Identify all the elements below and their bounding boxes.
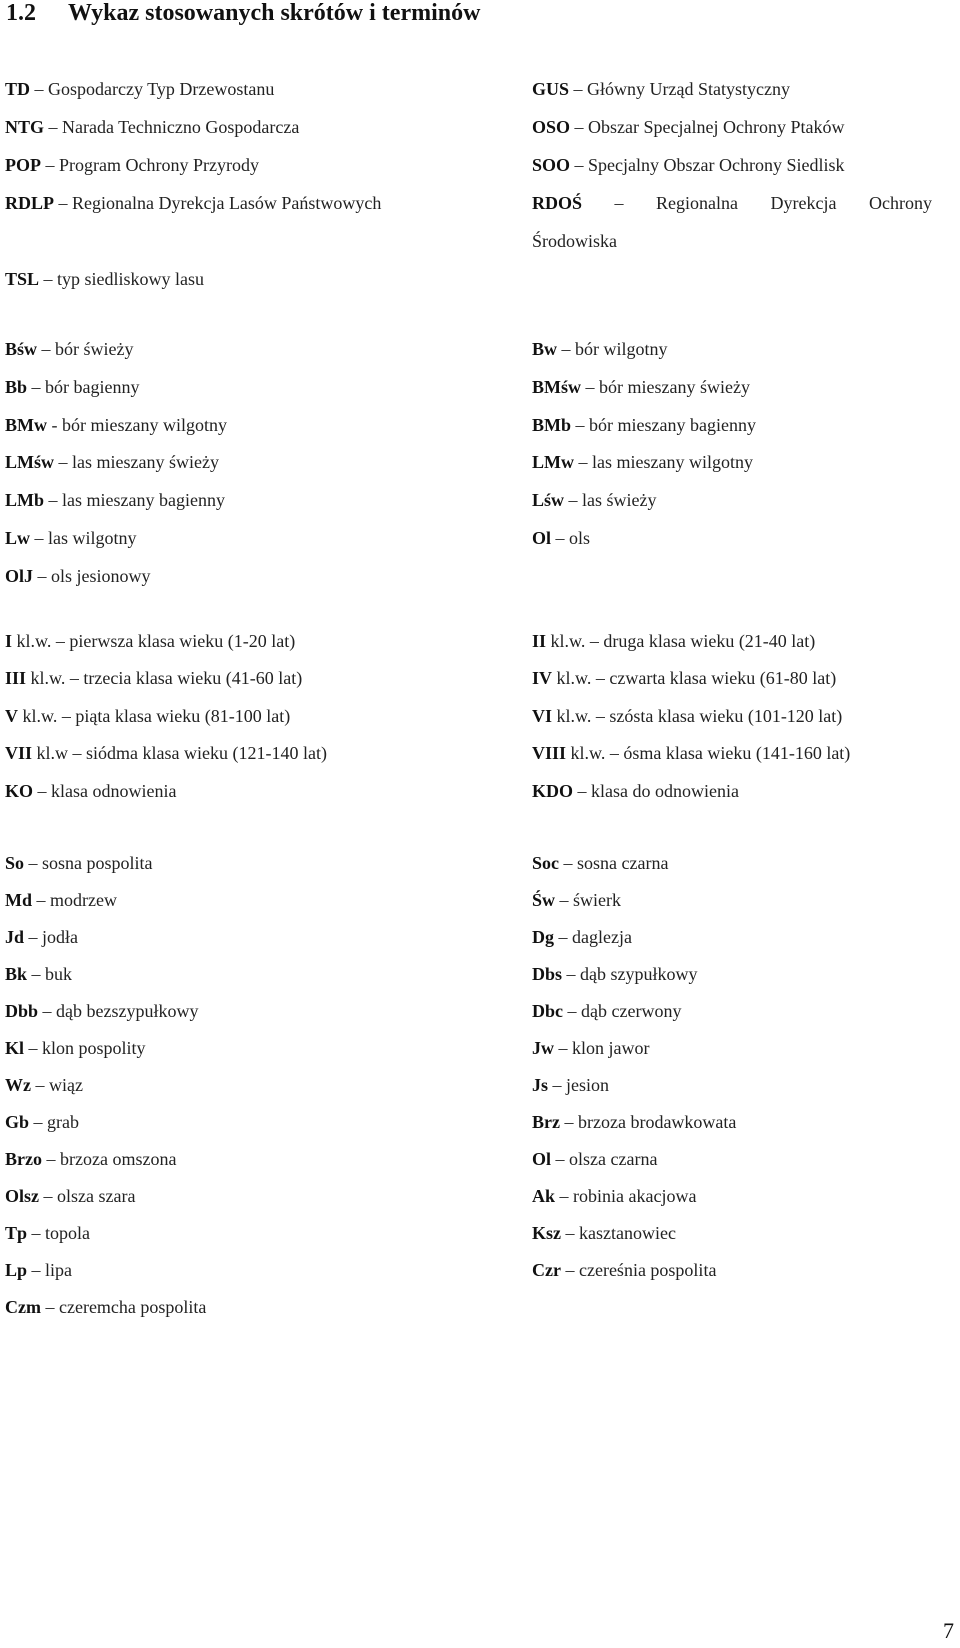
term-definition: kasztanowiec xyxy=(579,1223,676,1243)
abbreviation: Bb xyxy=(5,376,28,397)
species-entry xyxy=(5,1222,90,1244)
term-definition: bór bagienny xyxy=(45,376,140,397)
species-entry xyxy=(532,1259,716,1281)
habitats-entry xyxy=(532,338,668,360)
term-definition: Główny Urząd Statystyczny xyxy=(587,79,790,99)
separator-dash: – xyxy=(559,890,569,910)
abbreviation-suffix: kl.w. xyxy=(16,631,52,651)
age_classes-entry xyxy=(5,780,176,802)
term-definition: jesion xyxy=(566,1075,610,1095)
term-definition: klon jawor xyxy=(572,1038,650,1058)
species-entry xyxy=(5,963,72,985)
species-entry xyxy=(532,1000,681,1022)
abbreviation-suffix: kl.w. xyxy=(22,705,58,726)
term-definition: bór świeży xyxy=(55,339,134,359)
separator-dash: – xyxy=(577,780,587,801)
separator-dash: – xyxy=(614,193,624,213)
separator-dash: – xyxy=(28,1038,38,1058)
term-definition: typ siedliskowy lasu xyxy=(57,269,205,289)
separator-dash: - xyxy=(51,414,58,435)
separator-dash: – xyxy=(567,1001,577,1021)
species-entry xyxy=(532,1074,609,1096)
abbreviation: III xyxy=(5,668,27,689)
abbreviation: Czr xyxy=(532,1260,561,1280)
species-entry xyxy=(5,1000,199,1022)
species-entry xyxy=(5,1074,83,1096)
age_classes-entry xyxy=(5,630,295,652)
term-definition: robinia akacjowa xyxy=(573,1186,697,1206)
species-entry xyxy=(5,1111,79,1133)
abbreviation: TD xyxy=(5,79,31,99)
term-definition: piąta klasa wieku (81-100 lat) xyxy=(75,705,291,726)
separator-dash: – xyxy=(555,528,565,548)
abbreviation: Lw xyxy=(5,528,31,548)
abbreviation: II xyxy=(532,631,547,651)
abbreviation: Dbc xyxy=(532,1001,563,1021)
habitats-entry xyxy=(532,489,657,511)
age_classes-entry xyxy=(5,667,302,689)
term-definition: bór mieszany bagienny xyxy=(589,414,756,435)
abbreviation: OSO xyxy=(532,117,571,137)
abbreviation: Dg xyxy=(532,927,554,947)
abbreviation: KO xyxy=(5,780,34,801)
separator-dash: – xyxy=(578,452,588,473)
term-definition: brzoza omszona xyxy=(59,1149,177,1169)
abbreviation-suffix: kl.w. xyxy=(30,668,66,689)
abbreviation: Ak xyxy=(532,1186,556,1206)
separator-dash: – xyxy=(609,743,619,764)
separator-dash: – xyxy=(575,414,585,435)
org-entry xyxy=(532,192,932,214)
org-entry xyxy=(532,154,844,176)
abbreviation: Js xyxy=(532,1075,549,1095)
abbreviation: VIII xyxy=(532,743,567,764)
term-definition: ósma klasa wieku (141-160 lat) xyxy=(623,743,851,764)
abbreviation: Dbs xyxy=(532,964,563,984)
separator-dash: – xyxy=(573,79,583,99)
separator-dash: – xyxy=(34,528,44,548)
habitats-entry xyxy=(532,527,590,549)
habitats-entry xyxy=(5,565,151,587)
abbreviation: KDO xyxy=(532,780,574,801)
separator-dash: – xyxy=(589,631,599,651)
species-entry xyxy=(532,1037,649,1059)
separator-dash: – xyxy=(48,490,58,511)
separator-dash: – xyxy=(566,964,576,984)
page-number: 7 xyxy=(943,1618,954,1643)
abbreviation: Dbb xyxy=(5,1001,39,1021)
species-entry xyxy=(532,889,621,911)
term-definition: grab xyxy=(47,1112,79,1132)
abbreviation: TSL xyxy=(5,269,40,289)
separator-dash: – xyxy=(69,668,79,689)
term-definition: Obszar Specjalnej Ochrony Ptaków xyxy=(588,117,845,137)
abbreviation: Wz xyxy=(5,1075,31,1095)
separator-dash: – xyxy=(585,376,595,397)
abbreviation: Md xyxy=(5,890,32,910)
separator-dash: – xyxy=(595,668,605,689)
separator-dash: – xyxy=(565,1260,575,1280)
term-continuation: Środowiska xyxy=(532,231,617,251)
separator-dash: – xyxy=(558,927,568,947)
term-definition: czereśnia pospolita xyxy=(578,1260,717,1280)
age_classes-entry xyxy=(532,742,850,764)
separator-dash: – xyxy=(45,1297,55,1317)
abbreviation: Św xyxy=(532,890,556,910)
species-entry xyxy=(532,1185,696,1207)
org-entry xyxy=(5,154,259,176)
separator-dash: – xyxy=(563,853,573,873)
species-entry xyxy=(532,926,632,948)
term-definition: modrzew xyxy=(50,890,117,910)
habitats-entry xyxy=(532,414,756,436)
term-definition: Regionalna Dyrekcja Lasów Państwowych xyxy=(72,193,382,213)
term-definition: trzecia klasa wieku (41-60 lat) xyxy=(83,668,303,689)
abbreviation: Tp xyxy=(5,1223,28,1243)
abbreviation: Brzo xyxy=(5,1149,42,1169)
term-definition: topola xyxy=(45,1223,91,1243)
term-definition: siódma klasa wieku (121-140 lat) xyxy=(86,743,327,764)
org-entry xyxy=(532,78,790,100)
age_classes-entry xyxy=(532,667,836,689)
abbreviation: VII xyxy=(5,743,33,764)
separator-dash: – xyxy=(42,1001,52,1021)
term-definition: wiąz xyxy=(49,1075,83,1095)
separator-dash: – xyxy=(28,853,38,873)
abbreviation: OlJ xyxy=(5,565,34,586)
abbreviation: BMw xyxy=(5,414,47,435)
abbreviation: So xyxy=(5,853,25,873)
habitats-entry xyxy=(5,451,219,473)
separator-dash: – xyxy=(552,1075,562,1095)
habitats-entry xyxy=(5,527,137,549)
term-definition: las mieszany bagienny xyxy=(62,490,225,511)
abbreviation: LMb xyxy=(5,490,45,511)
term-definition: lipa xyxy=(45,1260,73,1280)
habitats-entry xyxy=(5,414,227,436)
abbreviation-suffix: kl.w. xyxy=(556,668,592,689)
term-definition: klasa do odnowienia xyxy=(591,780,739,801)
age_classes-entry xyxy=(532,630,815,652)
term-definition: czeremcha pospolita xyxy=(58,1297,207,1317)
abbreviation: I xyxy=(5,631,13,651)
separator-dash: – xyxy=(31,1260,41,1280)
term-definition: daglezja xyxy=(572,927,632,947)
abbreviation: RDLP xyxy=(5,193,54,213)
species-entry xyxy=(532,963,698,985)
term-definition: bór mieszany wilgotny xyxy=(62,414,227,435)
abbreviation: SOO xyxy=(532,155,571,175)
term-definition: sosna pospolita xyxy=(42,853,153,873)
abbreviation: POP xyxy=(5,155,41,175)
term-definition: Specjalny Obszar Ochrony Siedlisk xyxy=(588,155,845,175)
separator-dash: – xyxy=(559,1186,569,1206)
org-entry xyxy=(5,78,274,100)
term-definition: las mieszany wilgotny xyxy=(592,452,753,473)
abbreviation: Lśw xyxy=(532,490,565,511)
separator-dash: – xyxy=(564,1112,574,1132)
species-entry xyxy=(532,1222,676,1244)
separator-dash: – xyxy=(28,927,38,947)
term-word: Dyrekcja xyxy=(770,193,837,213)
abbreviation: V xyxy=(5,705,18,726)
org-entry xyxy=(5,268,204,290)
abbreviation: Gb xyxy=(5,1112,30,1132)
habitats-entry xyxy=(5,338,134,360)
abbreviation-suffix: kl.w. xyxy=(556,705,592,726)
term-word: Regionalna xyxy=(656,193,738,213)
habitats-entry xyxy=(532,451,753,473)
separator-dash: – xyxy=(48,117,58,137)
term-definition: dąb szypułkowy xyxy=(580,964,698,984)
separator-dash: – xyxy=(565,1223,575,1243)
abbreviation: Ol xyxy=(532,1149,552,1169)
term-definition: dąb czerwony xyxy=(581,1001,682,1021)
term-definition: pierwsza klasa wieku (1-20 lat) xyxy=(69,631,296,651)
org-entry xyxy=(532,116,844,138)
abbreviation: LMw xyxy=(532,452,574,473)
species-entry xyxy=(532,852,668,874)
separator-dash: – xyxy=(43,269,53,289)
abbreviation: BMb xyxy=(532,414,572,435)
abbreviation: BMśw xyxy=(532,376,581,397)
separator-dash: – xyxy=(58,193,68,213)
abbreviation: Bśw xyxy=(5,339,38,359)
term-definition: bór wilgotny xyxy=(575,339,668,359)
separator-dash: – xyxy=(31,376,41,397)
term-definition: dąb bezszypułkowy xyxy=(56,1001,199,1021)
abbreviation: Jw xyxy=(532,1038,554,1058)
term-definition: ols jesionowy xyxy=(51,565,151,586)
species-entry xyxy=(5,1185,135,1207)
separator-dash: – xyxy=(61,705,71,726)
separator-dash: – xyxy=(31,964,41,984)
term-definition: klon pospolity xyxy=(42,1038,146,1058)
separator-dash: – xyxy=(574,117,584,137)
separator-dash: – xyxy=(41,339,51,359)
separator-dash: – xyxy=(34,79,44,99)
abbreviation: NTG xyxy=(5,117,45,137)
term-definition: szósta klasa wieku (101-120 lat) xyxy=(609,705,843,726)
separator-dash: – xyxy=(43,1186,53,1206)
separator-dash: – xyxy=(568,490,578,511)
separator-dash: – xyxy=(36,890,46,910)
abbreviation: RDOŚ xyxy=(532,193,583,213)
separator-dash: – xyxy=(595,705,605,726)
separator-dash: – xyxy=(37,565,47,586)
species-entry xyxy=(532,1111,736,1133)
species-entry xyxy=(5,1037,146,1059)
term-definition: druga klasa wieku (21-40 lat) xyxy=(603,631,816,651)
species-entry xyxy=(5,1259,72,1281)
abbreviation: LMśw xyxy=(5,452,54,473)
separator-dash: – xyxy=(72,743,82,764)
separator-dash: – xyxy=(33,1112,43,1132)
species-entry xyxy=(5,926,78,948)
age_classes-entry xyxy=(532,705,842,727)
term-definition: olsza czarna xyxy=(569,1149,658,1169)
separator-dash: – xyxy=(45,155,55,175)
species-entry xyxy=(5,1296,206,1318)
term-definition: jodła xyxy=(42,927,79,947)
term-definition: Gospodarczy Typ Drzewostanu xyxy=(48,79,275,99)
term-definition: brzoza brodawkowata xyxy=(577,1112,737,1132)
separator-dash: – xyxy=(558,1038,568,1058)
separator-dash: – xyxy=(574,155,584,175)
term-definition: czwarta klasa wieku (61-80 lat) xyxy=(609,668,837,689)
abbreviation-suffix: kl.w xyxy=(36,743,69,764)
term-definition: Program Ochrony Przyrody xyxy=(59,155,259,175)
habitats-entry xyxy=(5,376,140,398)
abbreviation: Bw xyxy=(532,339,558,359)
age_classes-entry xyxy=(532,780,739,802)
separator-dash: – xyxy=(31,1223,41,1243)
separator-dash: – xyxy=(561,339,571,359)
separator-dash: – xyxy=(55,631,65,651)
abbreviation: Ol xyxy=(532,528,552,548)
abbreviation: Lp xyxy=(5,1260,28,1280)
abbreviation: Bk xyxy=(5,964,28,984)
abbreviation: VI xyxy=(532,705,553,726)
abbreviation-suffix: kl.w. xyxy=(570,743,606,764)
abbreviation: Olsz xyxy=(5,1186,39,1206)
separator-dash: – xyxy=(58,452,68,473)
abbreviation: Czm xyxy=(5,1297,41,1317)
section-number: 1.2 xyxy=(6,0,36,26)
abbreviation: GUS xyxy=(532,79,570,99)
species-entry xyxy=(5,889,117,911)
term-definition: Narada Techniczno Gospodarcza xyxy=(62,117,300,137)
separator-dash: – xyxy=(35,1075,45,1095)
term-definition: las świeży xyxy=(582,490,657,511)
separator-dash: – xyxy=(46,1149,56,1169)
species-entry xyxy=(5,852,153,874)
term-definition: bór mieszany świeży xyxy=(599,376,750,397)
org-entry xyxy=(5,192,381,214)
abbreviation: Soc xyxy=(532,853,559,873)
abbreviation: IV xyxy=(532,668,553,689)
term-definition: las wilgotny xyxy=(48,528,137,548)
term-definition: świerk xyxy=(573,890,622,910)
species-entry xyxy=(532,1148,657,1170)
abbreviation-suffix: kl.w. xyxy=(550,631,586,651)
abbreviation: Ksz xyxy=(532,1223,561,1243)
abbreviation: Brz xyxy=(532,1112,560,1132)
term-definition: sosna czarna xyxy=(577,853,669,873)
term-definition: ols xyxy=(569,528,591,548)
term-definition: klasa odnowienia xyxy=(51,780,177,801)
term-definition: las mieszany świeży xyxy=(72,452,219,473)
abbreviation: Jd xyxy=(5,927,25,947)
separator-dash: – xyxy=(37,780,47,801)
species-entry xyxy=(5,1148,176,1170)
section-title: Wykaz stosowanych skrótów i terminów xyxy=(68,0,481,26)
term-word: Ochrony xyxy=(868,193,932,213)
habitats-entry xyxy=(532,376,750,398)
abbreviation: Kl xyxy=(5,1038,25,1058)
age_classes-entry xyxy=(5,742,327,764)
section-heading xyxy=(6,0,480,27)
term-definition: buk xyxy=(45,964,73,984)
separator-dash: – xyxy=(555,1149,565,1169)
term-definition: olsza szara xyxy=(57,1186,136,1206)
age_classes-entry xyxy=(5,705,290,727)
org-entry xyxy=(5,116,299,138)
habitats-entry xyxy=(5,489,225,511)
